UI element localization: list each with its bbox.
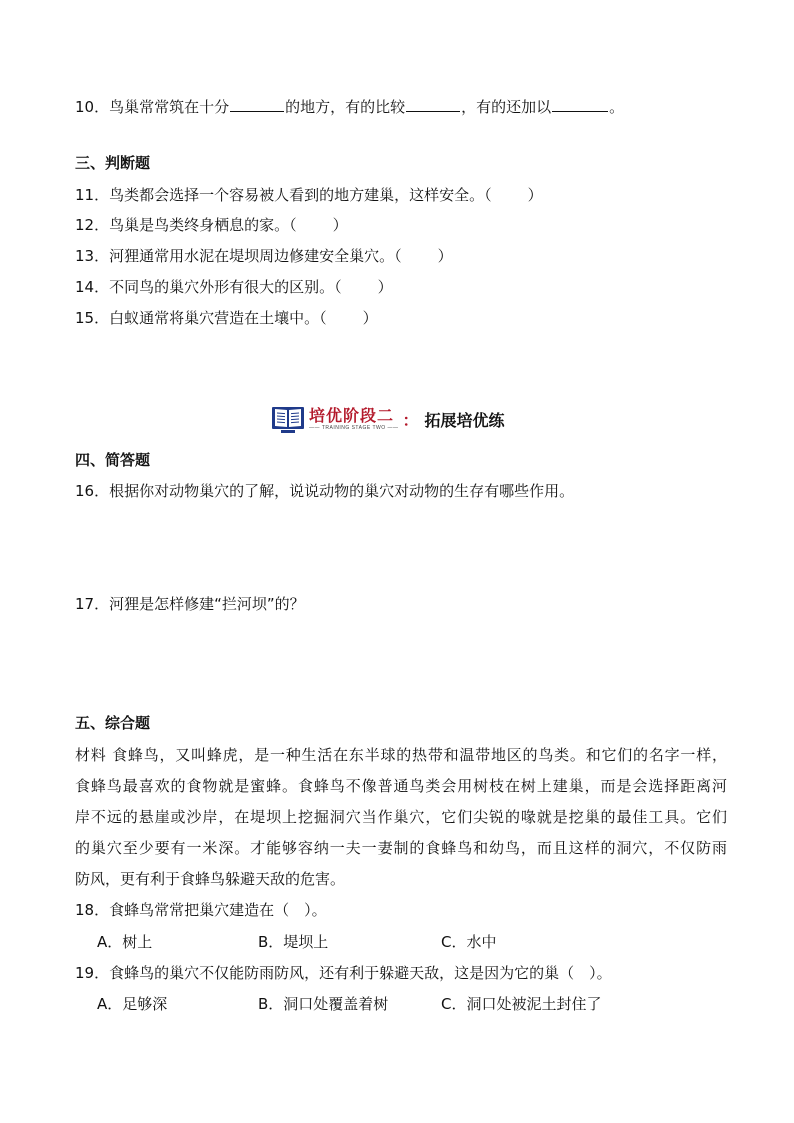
q10-blank-3[interactable] [552,96,608,112]
q12-paren-close: ） [332,216,348,234]
section-5-heading: 五、综合题 [75,714,151,732]
q19-option-c[interactable]: C．洞口处被泥土封住了 [441,995,602,1013]
q19-option-b[interactable]: B．洞口处覆盖着树 [258,995,389,1013]
q11-paren-open: （ [484,186,492,204]
question-16: 16．根据你对动物巢穴的了解，说说动物的巢穴对动物的生存有哪些作用。 [75,482,575,500]
q13-paren-open: （ [394,247,402,265]
banner-colon: ： [402,410,419,430]
q15-text: 15．白蚁通常将巢穴营造在土壤中。 [75,309,320,327]
q11-text: 11．鸟类都会选择一个容易被人看到的地方建巢，这样安全。 [75,186,485,204]
q14-text: 14．不同鸟的巢穴外形有很大的区别。 [75,278,335,296]
banner-title: 培优阶段二 [309,405,395,425]
q10-text-2: 的地方，有的比较 [285,98,406,116]
q18-option-a[interactable]: A．树上 [97,933,153,951]
banner-subtitle-text: TRAINING STAGE TWO [321,424,386,431]
question-18: 18．食蜂鸟常常把巢穴建造在（ ）。 [75,901,327,919]
q10-text-4: 。 [609,98,625,116]
q11-paren-close: ） [527,186,543,204]
banner-title-block [309,407,399,432]
open-book-icon [271,404,305,434]
material-line: 岸不远的悬崖或沙岸，在堤坝上挖掘洞穴当作巢穴，它们尖锐的喙就是挖巢的最佳工具。它们 [75,808,727,826]
material-line: 食蜂鸟最喜欢的食物就是蜜蜂。食蜂鸟不像普通鸟类会用树枝在树上建巢，而是会选择距离河 [75,777,727,795]
q10-text-1: 10．鸟巢常常筑在十分 [75,98,230,116]
q12-text: 12．鸟巢是鸟类终身栖息的家。 [75,216,290,234]
q10-blank-2[interactable] [406,96,460,112]
section-4-heading: 四、简答题 [75,451,151,469]
question-15 [75,308,378,328]
q13-text: 13．河狸通常用水泥在堤坝周边修建安全巢穴。 [75,247,395,265]
q15-paren-close: ） [362,309,378,327]
q10-text-3: ，有的还加以 [461,98,552,116]
q15-paren-open: （ [319,309,327,327]
q18-option-b[interactable]: B．堤坝上 [258,933,329,951]
material-passage [75,740,727,895]
question-10 [75,96,624,117]
q14-paren-close: ） [377,278,393,296]
section-3-heading: 三、判断题 [75,154,151,172]
question-13 [75,246,453,266]
q18-option-c[interactable]: C．水中 [441,933,497,951]
q13-paren-close: ） [437,247,453,265]
material-line: 防风，更有利于食蜂鸟躲避天敌的危害。 [75,870,346,888]
q19-option-a[interactable]: A．足够深 [97,995,168,1013]
question-19: 19．食蜂鸟的巢穴不仅能防雨防风，还有利于躲避天敌，这是因为它的巢（ ）。 [75,964,612,982]
question-17: 17．河狸是怎样修建“拦河坝”的？ [75,595,305,613]
material-line: 材料 食蜂鸟，又叫蜂虎，是一种生活在东半球的热带和温带地区的鸟类。和它们的名字一样， [75,746,727,764]
question-11 [75,185,543,205]
q14-paren-open: （ [334,278,342,296]
question-12 [75,215,348,235]
q12-paren-open: （ [289,216,297,234]
banner-suffix: 拓展培优练 [424,410,505,430]
question-14 [75,277,393,297]
material-line: 的巢穴至少要有一米深。才能够容纳一夫一妻制的食蜂鸟和幼鸟，而且这样的洞穴，不仅防雨 [75,839,727,857]
stage-banner [271,401,505,437]
banner-subtitle: —— TRAINING STAGE TWO —— [309,424,399,431]
q10-blank-1[interactable] [230,96,284,112]
